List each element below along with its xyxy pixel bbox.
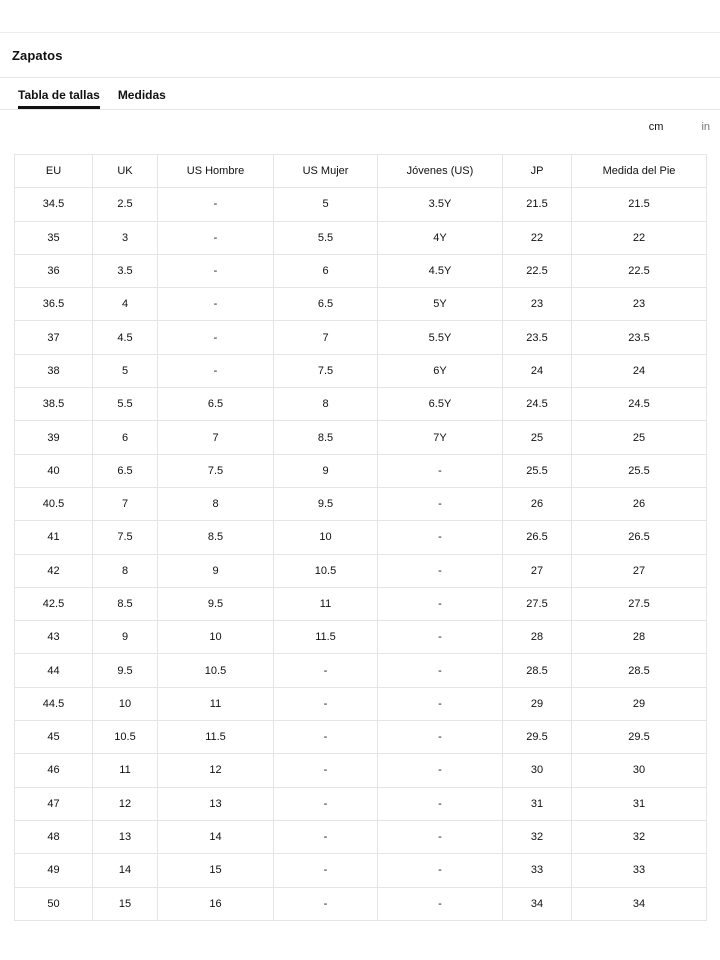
table-cell: 25.5: [572, 454, 707, 487]
table-cell: 34: [503, 887, 572, 920]
table-row: [15, 787, 707, 820]
table-cell: 11: [93, 754, 158, 787]
table-cell: 4Y: [378, 221, 503, 254]
table-row: [15, 587, 707, 620]
table-cell: 7: [274, 321, 378, 354]
table-row: [15, 687, 707, 720]
table-row: [15, 188, 707, 221]
table-cell: 10: [158, 621, 274, 654]
table-cell: 23.5: [503, 321, 572, 354]
table-cell: -: [274, 654, 378, 687]
table-cell: 29: [572, 687, 707, 720]
table-cell: 33: [503, 854, 572, 887]
table-cell: 9: [93, 621, 158, 654]
table-cell: 23: [572, 288, 707, 321]
table-cell: 33: [572, 854, 707, 887]
table-cell: 37: [15, 321, 93, 354]
table-cell: 36: [15, 254, 93, 287]
table-cell: 7: [158, 421, 274, 454]
table-cell: 5.5: [93, 388, 158, 421]
table-cell: 43: [15, 621, 93, 654]
table-cell: -: [378, 587, 503, 620]
table-cell: 22.5: [503, 254, 572, 287]
table-cell: 6.5Y: [378, 388, 503, 421]
table-cell: 26: [572, 487, 707, 520]
table-cell: 9.5: [158, 587, 274, 620]
table-cell: 11: [158, 687, 274, 720]
table-cell: 23: [503, 288, 572, 321]
table-row: [15, 721, 707, 754]
table-cell: 11: [274, 587, 378, 620]
table-cell: -: [274, 721, 378, 754]
column-header: US Mujer: [274, 155, 378, 188]
table-cell: 48: [15, 820, 93, 853]
unit-option-in[interactable]: in: [701, 121, 710, 133]
table-cell: -: [274, 854, 378, 887]
table-cell: -: [378, 621, 503, 654]
table-cell: 11.5: [274, 621, 378, 654]
table-cell: 41: [15, 521, 93, 554]
table-cell: 3.5: [93, 254, 158, 287]
table-cell: 27.5: [572, 587, 707, 620]
table-cell: 29.5: [572, 721, 707, 754]
table-row: [15, 654, 707, 687]
table-cell: 26: [503, 487, 572, 520]
table-cell: -: [274, 754, 378, 787]
table-cell: 5: [274, 188, 378, 221]
table-cell: 11.5: [158, 721, 274, 754]
column-header: EU: [15, 155, 93, 188]
table-cell: 49: [15, 854, 93, 887]
table-cell: -: [378, 687, 503, 720]
table-cell: 27: [503, 554, 572, 587]
table-cell: 28: [572, 621, 707, 654]
table-cell: 13: [158, 787, 274, 820]
table-cell: 10.5: [274, 554, 378, 587]
table-cell: 25: [572, 421, 707, 454]
table-cell: -: [274, 887, 378, 920]
table-cell: -: [158, 321, 274, 354]
table-row: [15, 454, 707, 487]
table-cell: -: [378, 721, 503, 754]
table-row: [15, 854, 707, 887]
column-header: US Hombre: [158, 155, 274, 188]
table-cell: 6.5: [274, 288, 378, 321]
table-row: [15, 354, 707, 387]
table-cell: 8.5: [93, 587, 158, 620]
table-cell: -: [378, 820, 503, 853]
table-cell: 22: [503, 221, 572, 254]
table-cell: 42.5: [15, 587, 93, 620]
table-cell: -: [158, 288, 274, 321]
table-cell: 3.5Y: [378, 188, 503, 221]
table-cell: 24: [572, 354, 707, 387]
table-cell: 39: [15, 421, 93, 454]
table-cell: 31: [503, 787, 572, 820]
table-cell: 45: [15, 721, 93, 754]
table-cell: 8: [93, 554, 158, 587]
table-row: [15, 754, 707, 787]
column-header: JP: [503, 155, 572, 188]
top-divider: [0, 0, 720, 33]
table-cell: 2.5: [93, 188, 158, 221]
table-cell: 6: [93, 421, 158, 454]
table-cell: 7.5: [93, 521, 158, 554]
table-cell: 8.5: [274, 421, 378, 454]
table-cell: 12: [158, 754, 274, 787]
table-cell: 4.5: [93, 321, 158, 354]
tab-tabla-de-tallas[interactable]: Tabla de tallas: [18, 78, 100, 109]
table-cell: -: [378, 887, 503, 920]
table-cell: 13: [93, 820, 158, 853]
table-cell: 7Y: [378, 421, 503, 454]
table-cell: 23.5: [572, 321, 707, 354]
table-row: [15, 421, 707, 454]
size-chart-table: [14, 154, 707, 921]
table-row: [15, 321, 707, 354]
table-cell: 10: [93, 687, 158, 720]
table-cell: 5: [93, 354, 158, 387]
tabs-bar: [0, 78, 720, 110]
column-header: Medida del Pie: [572, 155, 707, 188]
table-cell: 5.5Y: [378, 321, 503, 354]
table-cell: 32: [503, 820, 572, 853]
table-header-row: [15, 155, 707, 188]
unit-option-cm[interactable]: cm: [648, 121, 664, 133]
table-cell: -: [158, 354, 274, 387]
table-cell: 47: [15, 787, 93, 820]
table-cell: 29.5: [503, 721, 572, 754]
table-cell: 7.5: [158, 454, 274, 487]
table-cell: 4.5Y: [378, 254, 503, 287]
table-cell: 10.5: [93, 721, 158, 754]
table-cell: 26.5: [503, 521, 572, 554]
table-cell: 9.5: [93, 654, 158, 687]
table-cell: -: [274, 820, 378, 853]
table-cell: 38.5: [15, 388, 93, 421]
table-cell: 34.5: [15, 188, 93, 221]
tab-medidas[interactable]: Medidas: [117, 88, 166, 102]
table-cell: 30: [503, 754, 572, 787]
table-row: [15, 887, 707, 920]
table-row: [15, 521, 707, 554]
table-cell: 42: [15, 554, 93, 587]
table-cell: 16: [158, 887, 274, 920]
table-cell: 21.5: [503, 188, 572, 221]
table-cell: 32: [572, 820, 707, 853]
table-cell: 6.5: [93, 454, 158, 487]
table-cell: -: [274, 787, 378, 820]
table-cell: 28.5: [503, 654, 572, 687]
page-title: Zapatos: [12, 47, 63, 63]
table-cell: -: [378, 487, 503, 520]
table-cell: 25: [503, 421, 572, 454]
table-cell: -: [378, 521, 503, 554]
table-cell: 35: [15, 221, 93, 254]
table-row: [15, 254, 707, 287]
table-cell: 29: [503, 687, 572, 720]
table-row: [15, 621, 707, 654]
table-cell: 6Y: [378, 354, 503, 387]
table-cell: 9: [274, 454, 378, 487]
table-cell: 8.5: [158, 521, 274, 554]
table-cell: 24.5: [503, 388, 572, 421]
unit-toggle: [0, 110, 720, 144]
table-cell: -: [158, 221, 274, 254]
table-row: [15, 221, 707, 254]
table-cell: 50: [15, 887, 93, 920]
table-cell: 36.5: [15, 288, 93, 321]
table-cell: 28: [503, 621, 572, 654]
table-cell: 15: [158, 854, 274, 887]
table-cell: 15: [93, 887, 158, 920]
table-cell: 6: [274, 254, 378, 287]
table-row: [15, 487, 707, 520]
table-cell: 7: [93, 487, 158, 520]
table-cell: 6.5: [158, 388, 274, 421]
table-cell: 27: [572, 554, 707, 587]
table-cell: 40: [15, 454, 93, 487]
table-cell: 4: [93, 288, 158, 321]
table-cell: 9.5: [274, 487, 378, 520]
table-cell: -: [378, 787, 503, 820]
table-cell: 8: [158, 487, 274, 520]
table-cell: 40.5: [15, 487, 93, 520]
column-header: UK: [93, 155, 158, 188]
table-cell: 38: [15, 354, 93, 387]
table-cell: 26.5: [572, 521, 707, 554]
table-cell: -: [158, 188, 274, 221]
table-cell: 34: [572, 887, 707, 920]
table-cell: 12: [93, 787, 158, 820]
table-cell: 10.5: [158, 654, 274, 687]
table-cell: 44.5: [15, 687, 93, 720]
table-row: [15, 554, 707, 587]
table-cell: 22.5: [572, 254, 707, 287]
table-cell: 5Y: [378, 288, 503, 321]
table-cell: 14: [93, 854, 158, 887]
column-header: Jóvenes (US): [378, 155, 503, 188]
table-cell: 10: [274, 521, 378, 554]
table-cell: 8: [274, 388, 378, 421]
table-cell: 22: [572, 221, 707, 254]
table-row: [15, 388, 707, 421]
table-cell: 25.5: [503, 454, 572, 487]
table-cell: 30: [572, 754, 707, 787]
table-cell: 28.5: [572, 654, 707, 687]
table-cell: -: [378, 654, 503, 687]
table-cell: 24.5: [572, 388, 707, 421]
table-cell: 27.5: [503, 587, 572, 620]
table-cell: 44: [15, 654, 93, 687]
table-cell: 5.5: [274, 221, 378, 254]
table-cell: -: [378, 454, 503, 487]
table-cell: -: [274, 687, 378, 720]
table-cell: 9: [158, 554, 274, 587]
table-cell: -: [378, 854, 503, 887]
size-table-body: [15, 188, 707, 921]
table-cell: 24: [503, 354, 572, 387]
table-cell: 31: [572, 787, 707, 820]
table-row: [15, 288, 707, 321]
table-cell: 14: [158, 820, 274, 853]
table-cell: -: [378, 754, 503, 787]
table-cell: 3: [93, 221, 158, 254]
table-cell: 7.5: [274, 354, 378, 387]
table-cell: 21.5: [572, 188, 707, 221]
table-cell: -: [158, 254, 274, 287]
sheet-header: [0, 33, 720, 78]
table-cell: -: [378, 554, 503, 587]
table-row: [15, 820, 707, 853]
table-cell: 46: [15, 754, 93, 787]
